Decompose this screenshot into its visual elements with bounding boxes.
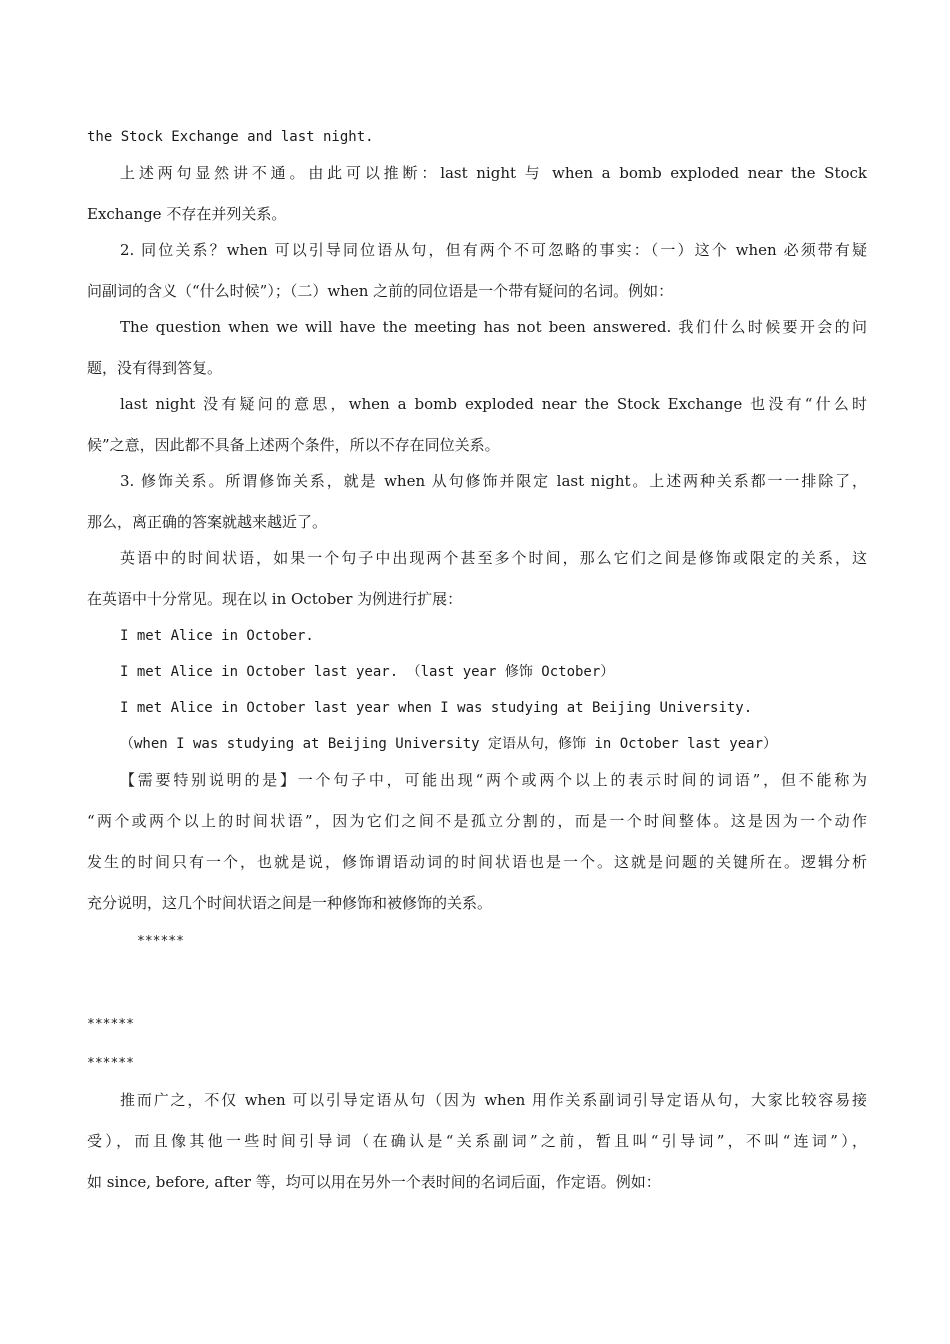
text-line: 题，没有得到答复。: [87, 359, 223, 377]
text-line: 候”之意，因此都不具备上述两个条件，所以不存在同位关系。: [87, 436, 500, 454]
text-line: 问副词的含义（“什么时候”）；（二）when 之前的同位语是一个带有疑问的名词。例如：: [87, 282, 674, 300]
separator-stars: ******: [137, 934, 184, 949]
example-sentence: I met Alice in October.: [120, 628, 314, 644]
text-line: 2. 同位关系？when 可以引导同位语从句，但有两个不可忽略的事实：（一）这个 when 必须带有疑: [120, 241, 867, 259]
text-line: Exchange 不存在并列关系。: [87, 205, 287, 223]
text-line: 在英语中十分常见。现在以 in October 为例进行扩展：: [87, 590, 463, 608]
text-line: The question when we will have the meeting has not been answered. 我们什么时候要开会的问: [120, 318, 867, 336]
text-line: 英语中的时间状语，如果一个句子中出现两个甚至多个时间，那么它们之间是修饰或限定的关系，这: [120, 549, 867, 567]
text-line: 发生的时间只有一个，也就是说，修饰谓语动词的时间状语也是一个。这就是问题的关键所在。逻辑分析: [87, 853, 867, 871]
text-line: 受），而且像其他一些时间引导词（在确认是“关系副词”之前，暂且叫“引导词”，不叫“连词”），: [87, 1132, 867, 1150]
example-sentence: I met Alice in October last year. （last year 修饰 October）: [120, 664, 615, 680]
text-line: 3. 修饰关系。所谓修饰关系，就是 when 从句修饰并限定 last night。上述两种关系都一一排除了，: [120, 472, 867, 490]
separator-stars: ******: [87, 1056, 134, 1071]
separator-stars: ******: [87, 1017, 134, 1032]
example-note: （when I was studying at Beijing University 定语从句，修饰 in October last year）: [120, 736, 778, 752]
text-line: 那么，离正确的答案就越来越近了。: [87, 513, 328, 531]
text-line: 如 since, before, after 等，均可以用在另外一个表时间的名词后面，作定语。例如：: [87, 1173, 661, 1191]
text-line: last night 没有疑问的意思，when a bomb exploded near the Stock Exchange 也没有“什么时: [120, 395, 867, 413]
text-line: 上述两句显然讲不通。由此可以推断：last night 与 when a bomb exploded near the Stock: [120, 164, 867, 182]
text-line: 充分说明，这几个时间状语之间是一种修饰和被修饰的关系。: [87, 894, 493, 912]
text-line: 推而广之，不仅 when 可以引导定语从句（因为 when 用作关系副词引导定语从句，大家比较容易接: [120, 1091, 867, 1109]
text-line: “两个或两个以上的时间状语”，因为它们之间不是孤立分割的，而是一个时间整体。这是因为一个动作: [87, 812, 867, 830]
text-line: 【需要特别说明的是】一个句子中，可能出现“两个或两个以上的表示时间的词语”，但不能称为: [120, 771, 867, 789]
example-sentence: I met Alice in October last year when I was studying at Beijing University.: [120, 700, 753, 716]
text-line: the Stock Exchange and last night.: [87, 129, 374, 145]
